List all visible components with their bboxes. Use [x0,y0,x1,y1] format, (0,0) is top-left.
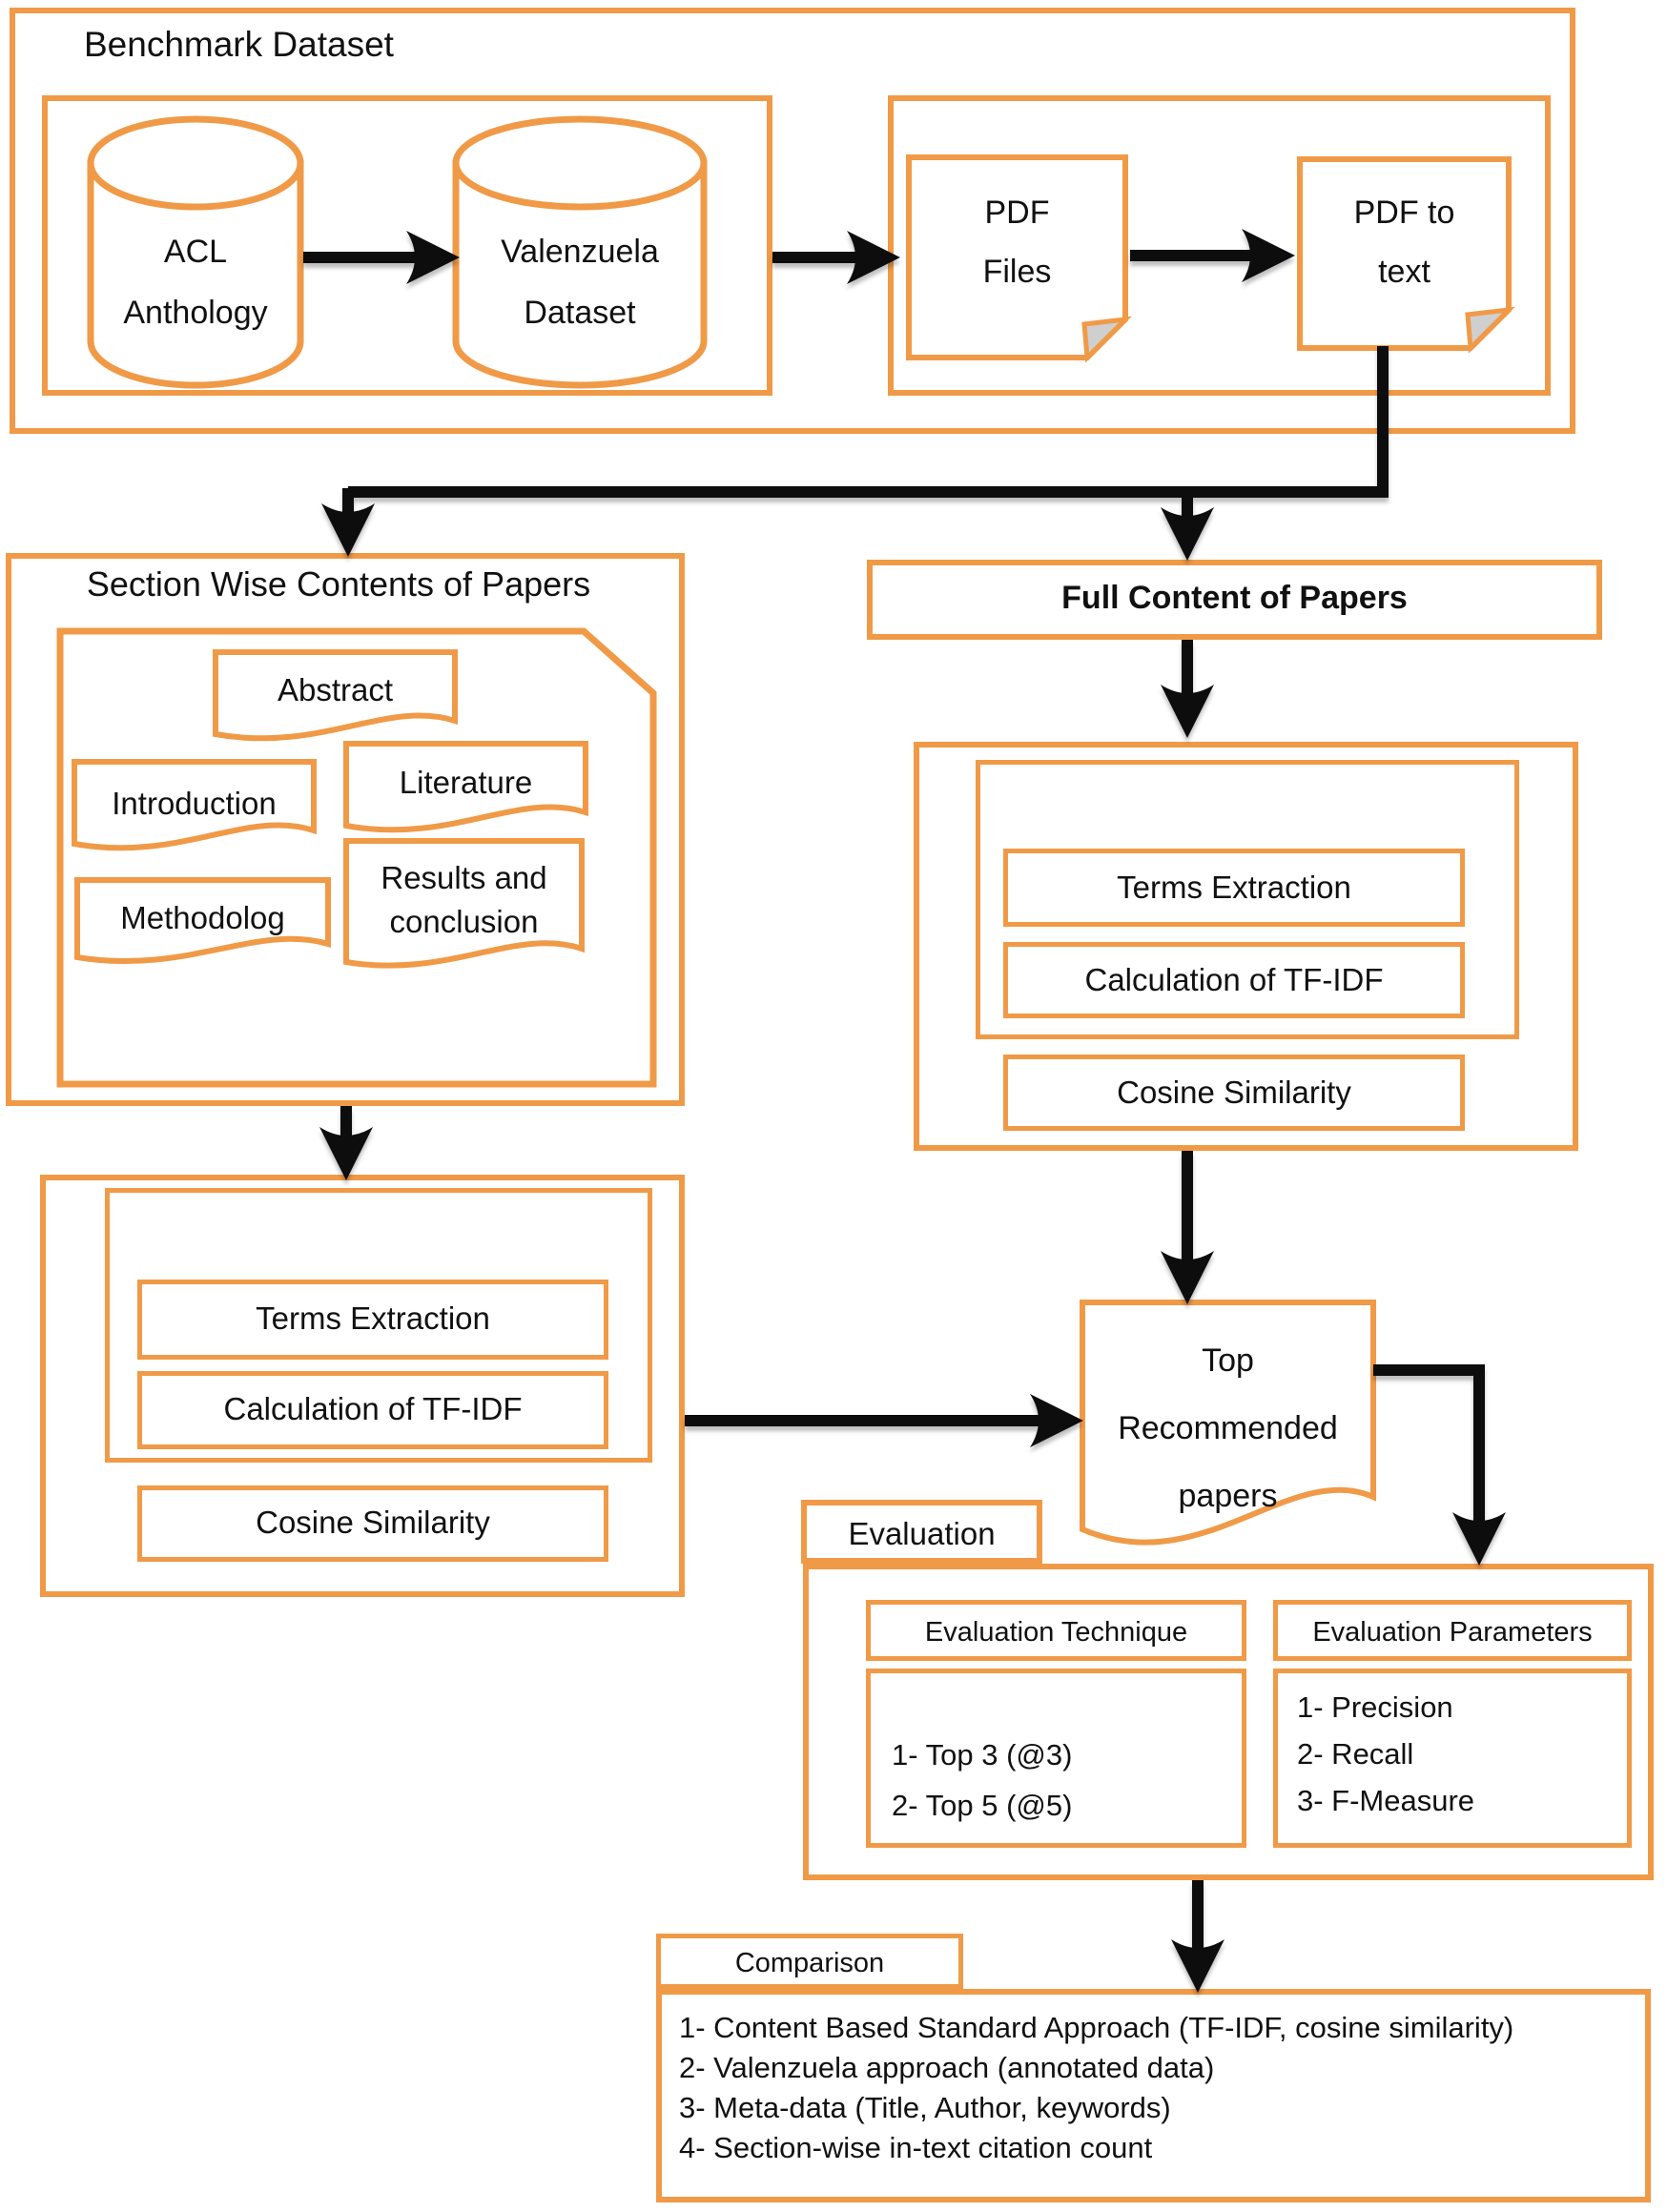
comparison-item-1: 1- Content Based Standard Approach (TF-IDF, cosine similarity) [679,2011,1514,2044]
comparison-tab-label: Comparison [734,1948,885,1978]
top-recommended-line3: papers [1178,1478,1278,1514]
comparison-item-2: 2- Valenzuela approach (annotated data) [679,2051,1215,2084]
benchmark-title: Benchmark Dataset [84,25,394,64]
pdf-to-text-label [1300,183,1509,301]
valenzuela-line1: Valenzuela [501,234,659,270]
results-conclusion-label [346,856,582,944]
section-wise-title: Section Wise Contents of Papers [86,564,591,604]
left-tfidf-label: Calculation of TF-IDF [223,1391,523,1426]
acl-anthology-label [91,221,300,343]
right-terms-extraction-label: Terms Extraction [1117,870,1351,905]
top-recommended-line2: Recommended [1118,1410,1338,1446]
valenzuela-label [456,221,704,343]
right-cosine-label: Cosine Similarity [1117,1075,1351,1110]
acl-line2: Anthology [123,295,268,331]
arrow-top-papers-to-evaluation [1373,1370,1479,1526]
pdf-files-line2: Files [982,254,1052,290]
evaluation-parameters-title: Evaluation Parameters [1312,1617,1593,1648]
results-line2: conclusion [389,904,539,939]
pdf-to-text-line2: text [1378,254,1430,290]
introduction-label: Introduction [112,786,277,821]
acl-line1: ACL [163,234,228,270]
literature-label: Literature [399,765,533,800]
comparison-item-4: 4- Section-wise in-text citation count [679,2131,1153,2164]
pdf-files-line1: PDF [984,195,1050,231]
parameter-item-2: 2- Recall [1297,1737,1414,1771]
left-cosine-label: Cosine Similarity [256,1505,490,1540]
pdf-to-text-line1: PDF to [1353,195,1455,231]
technique-item-1: 1- Top 3 (@3) [892,1738,1073,1772]
pdf-files-label [909,183,1125,301]
full-content-label: Full Content of Papers [1061,580,1408,616]
evaluation-technique-title: Evaluation Technique [924,1617,1188,1648]
parameter-item-1: 1- Precision [1297,1690,1453,1724]
left-terms-extraction-label: Terms Extraction [256,1301,490,1336]
right-tfidf-label: Calculation of TF-IDF [1084,962,1384,997]
parameter-item-3: 3- F-Measure [1297,1784,1475,1817]
comparison-items [679,2008,1513,2168]
technique-item-2: 2- Top 5 (@5) [892,1789,1073,1822]
results-line1: Results and [381,860,547,895]
comparison-item-3: 3- Meta-data (Title, Author, keywords) [679,2091,1171,2124]
evaluation-parameters-items [1297,1684,1474,1824]
top-recommended-label [1082,1327,1373,1530]
methodology-label: Methodolog [120,900,285,935]
valenzuela-line2: Dataset [524,295,636,331]
evaluation-technique-items [892,1730,1072,1831]
top-recommended-line1: Top [1202,1342,1254,1379]
abstract-label: Abstract [277,672,394,707]
evaluation-tab-label: Evaluation [848,1516,996,1551]
